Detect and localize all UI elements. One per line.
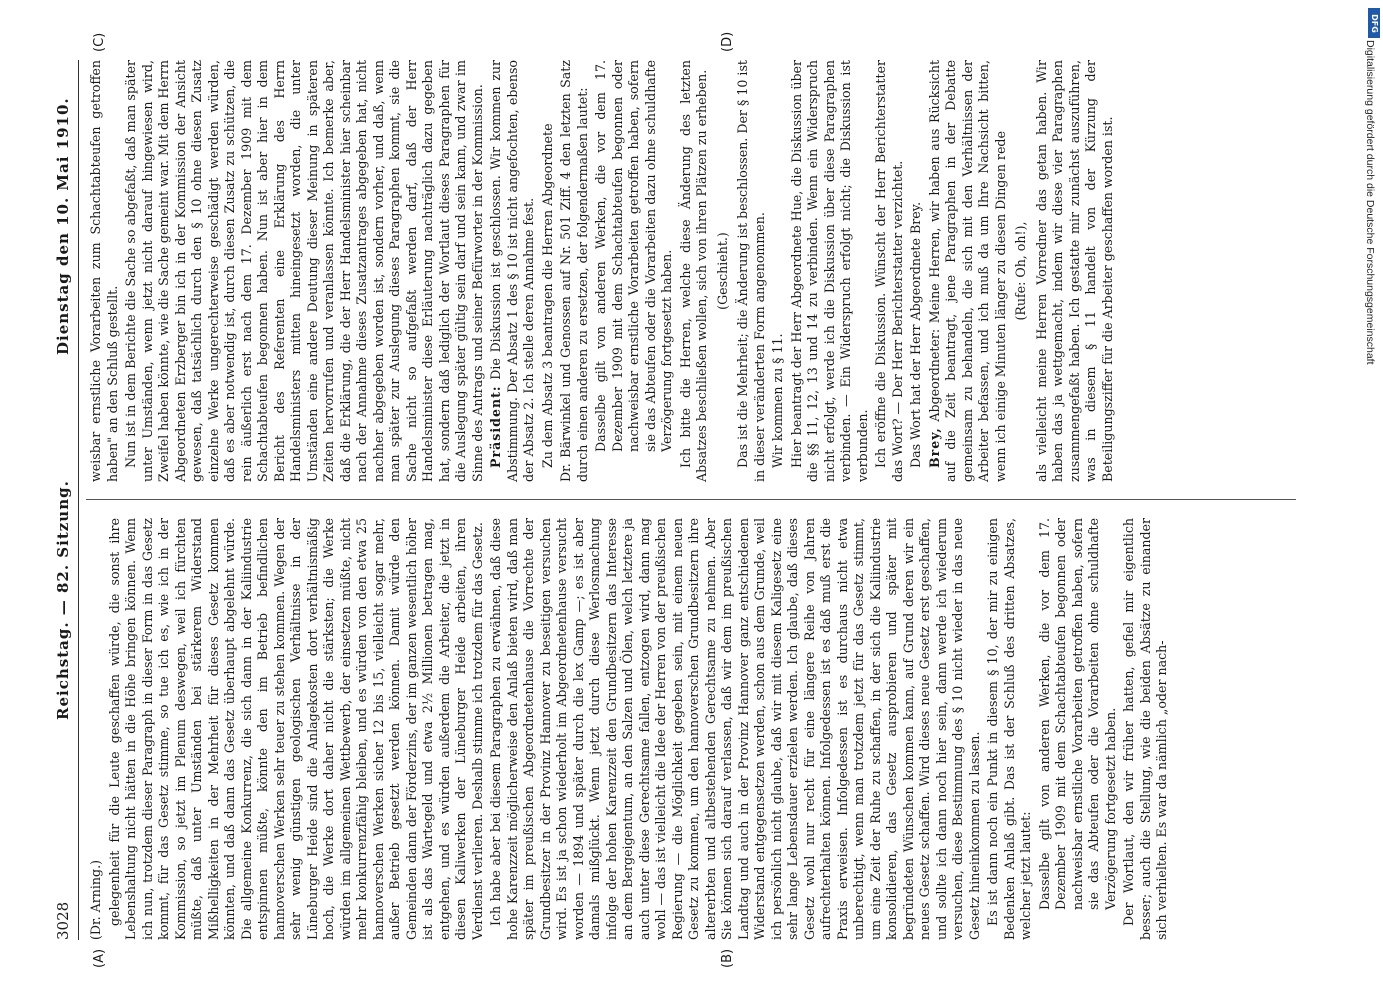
president-label: Präsident: [488, 385, 503, 468]
paragraph: Ich bitte die Herren, welche diese Änderung des letzten Absatzes beschließen wollen, sich von ihren Plätzen zu erheben. [677, 60, 709, 482]
header-rule [78, 60, 79, 940]
paragraph: Wir kommen zu § 11. [770, 333, 785, 468]
page-header [52, 60, 74, 940]
paragraph: Hier beantragt der Herr Abgeordnete Hue, die Diskussion über die §§ 11, 12, 13 und 14 zu verbinden. Wenn ein Widerspruch nicht erfolgt, werde ich die Diskussion über diese Paragraphen verbinden. — Ein Widerspruch erfolgt nicht; die Diskussion ist verbunden. [788, 60, 870, 482]
margin-marker-c: (C) [92, 32, 107, 52]
paragraph: Es ist dann noch ein Punkt in diesem § 10, der mir zu einigen Bedenken Anlaß gibt. Das ist der Schluß des dritten Absatzes, welcher jetzt lautet: [985, 518, 1033, 940]
column-divider [86, 499, 1296, 500]
paragraph: Das Wort hat der Herr Abgeordnete Brey. [908, 201, 923, 468]
dfg-logo-text: DFG [1369, 13, 1379, 33]
digitization-note-text: Digitalisierung gefördert durch die Deutsche Forschungsgemeinschaft [1364, 40, 1376, 365]
president-statement [488, 60, 538, 482]
paragraph: Nun ist in dem Berichte die Sache so abgefaßt, daß man später unter Umständen, wenn jetzt nicht darauf hingewiesen wird, Zweifel haben könnte, wie die Sache gemeint war. Mit dem Herrn Abgeordneten Erzberger bin ich in der Kommission der Ansicht gewesen, daß tatsächlich durch den § 10 ohne diesen Zusatz einzelne Werke ungerechterweise geschädigt werden würden, daß es aber notwendig ist, durch diesen Zusatz zu schützen, die rein äußerlich erst nach dem 17. Dezember 1909 mit dem Schachtabteufen begonnen haben. Nun ist aber hier in dem Bericht des Referenten eine Erklärung des Herrn Handelsministers mitten hineingesetzt worden, die unter Umständen eine andere Deutung dieser Meinung in späteren Zeiten hervorrufen und veranlassen könnte. Ich bemerke aber, daß die Erklärung, die der Herr Handelsminister hier scheinbar nach der Annahme dieses Zusatzantrages abgegeben hat, nicht nachher abgegeben worden ist, sondern vorher, und daß, wenn man später zur Auslegung dieses Paragraphen kommt, sie die Sache nicht so aufgefaßt werden darf, daß der Herr Handelsminister diese Erläuterung nachträglich dazu gegeben hat, sondern daß lediglich der Wortlaut dieses Paragraphen für die Auslegung später gültig sein darf und sein kann, und zwar im Sinne des Antrags und seiner Befürworter in der Kommission. [123, 59, 485, 482]
quoted-text: Dasselbe gilt von anderen Werken, die vor dem 17. Dezember 1909 mit dem Schachtabteufen begonnen oder nachweisbar ernstliche Vorarbeiten getroffen haben, sofern sie das Abteufen oder die Vorarbeiten dazu ohne schuldhafte Verzögerung fortgesetzt haben. [593, 60, 674, 452]
margin-marker-d: (D) [720, 31, 735, 52]
paragraph: Der Wortlaut, den wir früher hatten, gefiel mir eigentlich besser; auch die Stellung, wie die beiden Absätze zu einander sich verhielten. Es war da nämlich „oder nach- [1121, 518, 1169, 940]
brey-text: Abgeordneter: Meine Herren, wir haben aus Rücksicht auf die Zeit beantragt, jene Paragraphen in der Debatte gemeinsam zu behandeln, die sich mit den Verhältnissen der Arbeiter befassen, und ich muß da um Ihre Nachsicht bitten, wenn ich einige Minuten länger zu diesen Dingen rede [926, 60, 1008, 482]
right-column [88, 60, 1118, 482]
margin-marker-b: (B) [720, 948, 735, 968]
motion-intro: Zu dem Absatz 3 beantragen die Herren Abgeordnete [539, 123, 555, 468]
left-column [88, 518, 1173, 940]
paragraph: gelegenheit für die Leute geschaffen würde, die sonst ihre Lebenshaltung nicht hätten in die Höhe bringen können. Wenn ich nun, trotzdem dieser Paragraph in dieser Form in das Gesetz kommt, für das Gesetz stimme, so tue ich es, wie ich in der Kommission, so jetzt im Plenum deswegen, weil ich fürchten müßte, daß unter Umständen bei stärkerem Widerstand Mißhelligkeiten in der Mehrheit für dieses Gesetz kommen könnten, und daß dann das Gesetz überhaupt abgelehnt würde. Die allgemeine Konkurrenz, die sich dann in der Kaliindustrie entspinnen müßte, könnte den im Betrieb befindlichen hannoverschen Werken sehr teuer zu stehen kommen. Wegen der sehr wenig günstigen geologischen Verhältnisse in der Lüneburger Heide sind die Anlagekosten dort verhältnismäßig hoch, die Werke dort daher nicht die stärksten; die Werke würden im allgemeinen Wettbewerb, der einsetzen müßte, nicht mehr konkurrenzfähig bleiben, und es würden von den etwa 25 hannoverschen Werken sicher 12 bis 15, vielleicht sogar mehr, außer Betrieb gesetzt werden können. Damit würde den Gemeinden dann der Förderzins, der im ganzen wesentlich höher ist als das Wartegeld und etwa 2½ Millionen betragen mag, entgehen, und es würden außerdem die Arbeiter, die jetzt in diesen Kaliwerken der Lüneburger Heide arbeiten, ihren Verdienst verlieren. Deshalb stimme ich trotzdem für das Gesetz. [106, 518, 485, 940]
brey-label: Brey, [926, 427, 942, 468]
motion-text: Dr. Bärwinkel und Genossen auf Nr. 501 Ziff. 4 den letzten Satz durch einen anderen zu ersetzen, der folgendermaßen lautet: [558, 60, 590, 482]
speaker-continuation: (Dr. Arning.) [88, 860, 103, 940]
paragraph: als vielleicht meine Herren Vorredner das getan haben. Wir haben das ja wettgemacht, indem wir diese vier Paragraphen zusammengefaßt haben. Ich gestatte mir zunächst auszuführen, was in diesem § 11 handelt von der Kürzung der Beteiligungsziffer für die Arbeiter geschaffen worden ist. [1033, 60, 1115, 482]
page-number: 3028 [54, 901, 72, 940]
president-text: Die Diskussion ist geschlossen. Wir kommen zur Abstimmung. Der Absatz 1 des § 10 ist nicht angefochten, ebenso der Absatz 2. Ich stelle deren Annahme fest. [488, 60, 536, 482]
running-head: Reichstag. — 82. Sitzung. [54, 480, 72, 720]
date-head: Dienstag den 10. Mai 1910. [54, 97, 72, 355]
paragraph: Ich habe aber bei diesem Paragraphen zu erwähnen, daß diese hohe Karenzzeit möglicherweise den Anlaß bieten wird, daß man später im preußischen Abgeordnetenhause die Vorrechte der Grundbesitzer in der Provinz Hannover zu beseitigen versuchen wird. Es ist ja schon wiederholt im Abgeordnetenhause versucht worden — 1894 und später durch die lex Gamp —; es ist aber damals mißglückt. Wenn jetzt durch diese Werlosmachung infolge der hohen Karenzzeit den Grundbesitzern das Interesse an dem Bergeigentum, an den Salzen und Ölen, welch letztere ja auch unter diese Gerechtsame fallen, entzogen wird, dann mag wohl — das ist vielleicht die Idee der Herren von der preußischen Regierung — die Möglichkeit gegeben sein, mit einem neuen Gesetz zu kommen, um den hannoverschen Grundbesitzern ihre altererbten und altbestehenden Gerechtsame zu nehmen. Aber Sie können sich darauf verlassen, daß wir dem im preußischen Landtag und auch in der Provinz Hannover ganz entschiedenen Widerstand entgegensetzen werden, schon aus dem Grunde, weil ich persönlich nicht glaube, daß wir mit diesem Kaligesetz eine sehr lange Lebensdauer erzielen werden. Ich glaube, daß dieses Gesetz wohl nur recht für eine längere Reihe von Jahren aufrechterhalten können. Infolgedessen ist es daß muß erst die Praxis erweisen. Infolgedessen ist es durchaus nicht etwa unberechtigt, wenn man trotzdem jetzt für das Gesetz stimmt, um eine Zeit der Ruhe zu schaffen, in der sich die Kaliindustrie konsolidieren, das Gesetz ausprobieren und später mit begründeten Wünschen kommen kann, auf Grund deren wir ein neues Gesetz schaffen. Wird dieses neue Gesetz erst geschaffen, und sollte ich dann noch hier sein, dann werde ich wiederum versuchen, diese Bestimmung des § 10 nicht wieder in das neue Gesetz hineinkommen zu lassen. [488, 518, 982, 940]
margin-marker-a: (A) [92, 948, 107, 968]
interjection: (Rufe: Oh, oh!), [1013, 221, 1028, 321]
paragraph: Das ist die Mehrheit; die Änderung ist beschlossen. Der § 10 ist in dieser veränderten Form angenommen. [735, 60, 767, 482]
speech-brey [927, 60, 1010, 482]
quoted-text: Dasselbe gilt von anderen Werken, die vor dem 17. Dezember 1909 mit dem Schachtabteufen begonnen oder nachweisbar ernstliche Vorarbeiten getroffen haben, sofern sie das Abteufen oder die Vorarbeiten ohne schuldhafte Verzögerung fortgesetzt haben. [1036, 518, 1118, 910]
paragraph: weisbar ernstliche Vorarbeiten zum Schachtabteufen getroffen haben" an den Schluß gestellt. [88, 60, 120, 482]
dfg-logo [1368, 8, 1380, 38]
paragraph: Ich eröffne die Diskussion. Wünscht der Herr Berichterstatter das Wort? — Der Herr Berichterstatter verzichtet. [873, 60, 905, 482]
stage-direction: (Geschieht.) [714, 232, 730, 310]
